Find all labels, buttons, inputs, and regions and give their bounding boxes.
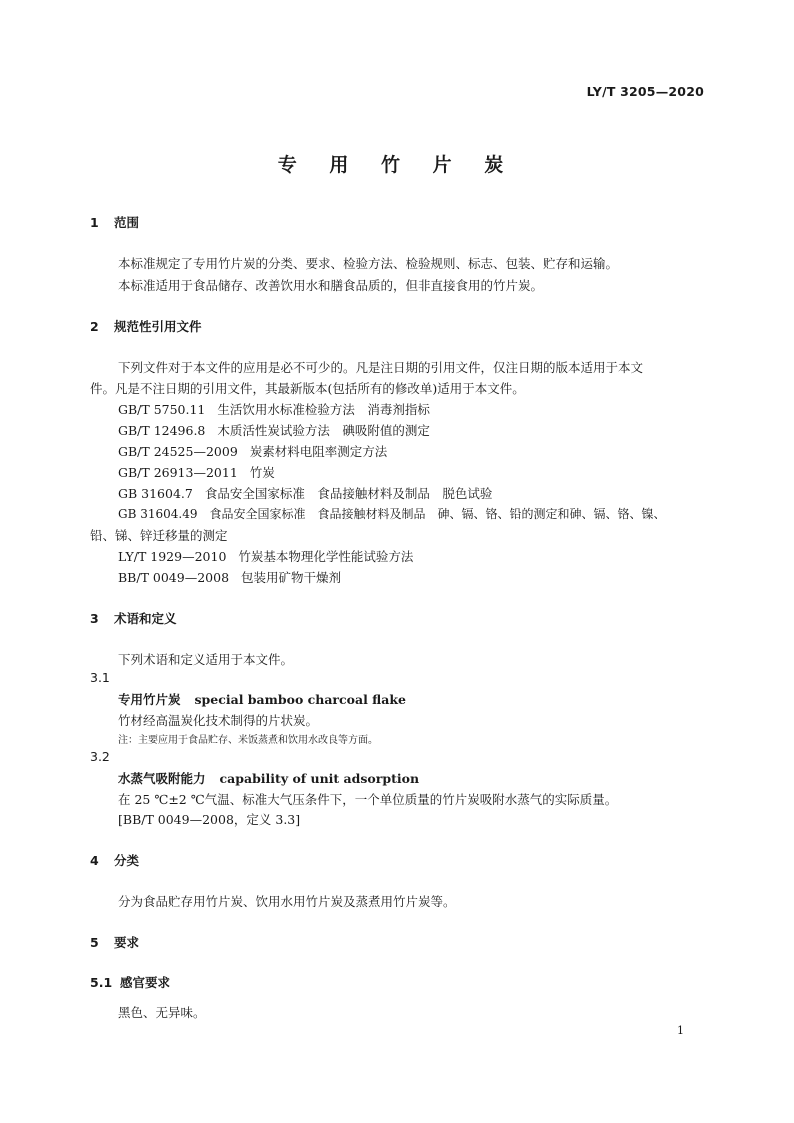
section-number: 3 bbox=[90, 611, 99, 626]
paragraph: 件。凡是不注日期的引用文件，其最新版本(包括所有的修改单)适用于本文件。 bbox=[90, 381, 525, 396]
term-number: 3.2 bbox=[90, 749, 110, 764]
section-3-heading bbox=[90, 609, 177, 627]
term-english: capability of unit adsorption bbox=[219, 771, 420, 786]
reference-code: GB/T 5750.11 bbox=[118, 402, 206, 417]
section-title: 范围 bbox=[114, 215, 140, 230]
paragraph: 黑色、无异味。 bbox=[118, 1005, 206, 1020]
paragraph: 本标准规定了专用竹片炭的分类、要求、检验方法、检验规则、标志、包装、贮存和运输。 bbox=[118, 256, 619, 271]
section-title: 分类 bbox=[114, 853, 140, 868]
term-entry bbox=[118, 690, 406, 708]
section-4-heading bbox=[90, 851, 139, 869]
section-number: 5 bbox=[90, 935, 99, 950]
reference-continuation: 铅、锑、锌迁移量的测定 bbox=[90, 528, 228, 543]
reference-code: GB/T 26913—2011 bbox=[118, 465, 238, 480]
reference-item bbox=[118, 505, 666, 522]
reference-item bbox=[118, 547, 413, 565]
term-definition: 在 25 ℃±2 ℃气温、标准大气压条件下，一个单位质量的竹片炭吸附水蒸气的实际质量。 bbox=[118, 792, 618, 807]
reference-title: 竹炭 bbox=[249, 465, 275, 480]
reference-code: GB/T 12496.8 bbox=[118, 423, 206, 438]
reference-title: 食品安全国家标准 食品接触材料及制品 砷、镉、铬、铅的测定和砷、镉、铬、镍、 bbox=[209, 507, 666, 521]
paragraph: 下列文件对于本文件的应用是必不可少的。凡是注日期的引用文件，仅注日期的版本适用于本文 bbox=[118, 360, 644, 375]
reference-title: 食品安全国家标准 食品接触材料及制品 脱色试验 bbox=[204, 486, 493, 501]
term-chinese: 专用竹片炭 bbox=[118, 692, 181, 707]
reference-item bbox=[118, 463, 275, 481]
section-number: 4 bbox=[90, 853, 99, 868]
term-chinese: 水蒸气吸附能力 bbox=[118, 771, 206, 786]
reference-item bbox=[118, 568, 341, 586]
reference-item bbox=[118, 421, 430, 439]
section-5-heading bbox=[90, 933, 139, 951]
reference-item bbox=[118, 400, 430, 418]
term-source: [BB/T 0049—2008，定义 3.3] bbox=[118, 812, 301, 827]
reference-title: 生活饮用水标准检验方法 消毒剂指标 bbox=[217, 402, 430, 417]
reference-code: LY/T 1929—2010 bbox=[118, 549, 227, 564]
reference-item bbox=[118, 442, 387, 460]
reference-title: 竹炭基本物理化学性能试验方法 bbox=[238, 549, 414, 564]
section-2-heading bbox=[90, 317, 202, 335]
term-note: 注：主要应用于食品贮存、米饭蒸煮和饮用水改良等方面。 bbox=[118, 735, 378, 746]
section-title: 规范性引用文件 bbox=[114, 319, 202, 334]
subsection-5-1-heading bbox=[90, 973, 170, 991]
document-title: 专 用 竹 片 炭 bbox=[277, 154, 517, 176]
paragraph: 分为食品贮存用竹片炭、饮用水用竹片炭及蒸煮用竹片炭等。 bbox=[118, 894, 456, 909]
reference-code: BB/T 0049—2008 bbox=[118, 570, 230, 585]
section-number: 1 bbox=[90, 215, 99, 230]
section-title: 要求 bbox=[114, 935, 140, 950]
term-entry bbox=[118, 769, 419, 787]
paragraph: 下列术语和定义适用于本文件。 bbox=[118, 652, 294, 667]
reference-code: GB 31604.7 bbox=[118, 486, 193, 501]
paragraph: 本标准适用于食品储存、改善饮用水和膳食品质的，但非直接食用的竹片炭。 bbox=[118, 278, 544, 293]
reference-code: GB 31604.49 bbox=[118, 507, 198, 521]
reference-code: GB/T 24525—2009 bbox=[118, 444, 238, 459]
reference-title: 包装用矿物干燥剂 bbox=[241, 570, 342, 585]
reference-title: 木质活性炭试验方法 碘吸附值的测定 bbox=[217, 423, 430, 438]
section-1-heading bbox=[90, 213, 139, 231]
term-definition: 竹材经高温炭化技术制得的片状炭。 bbox=[118, 713, 319, 728]
section-number: 2 bbox=[90, 319, 99, 334]
term-english: special bamboo charcoal flake bbox=[194, 692, 406, 707]
reference-title: 炭素材料电阻率测定方法 bbox=[249, 444, 388, 459]
page-number: 1 bbox=[677, 1024, 684, 1037]
section-title: 术语和定义 bbox=[114, 611, 177, 626]
document-code: LY/T 3205—2020 bbox=[586, 84, 704, 99]
subsection-title: 感官要求 bbox=[120, 975, 171, 990]
reference-item bbox=[118, 484, 492, 502]
term-number: 3.1 bbox=[90, 670, 110, 685]
subsection-number: 5.1 bbox=[90, 975, 113, 990]
